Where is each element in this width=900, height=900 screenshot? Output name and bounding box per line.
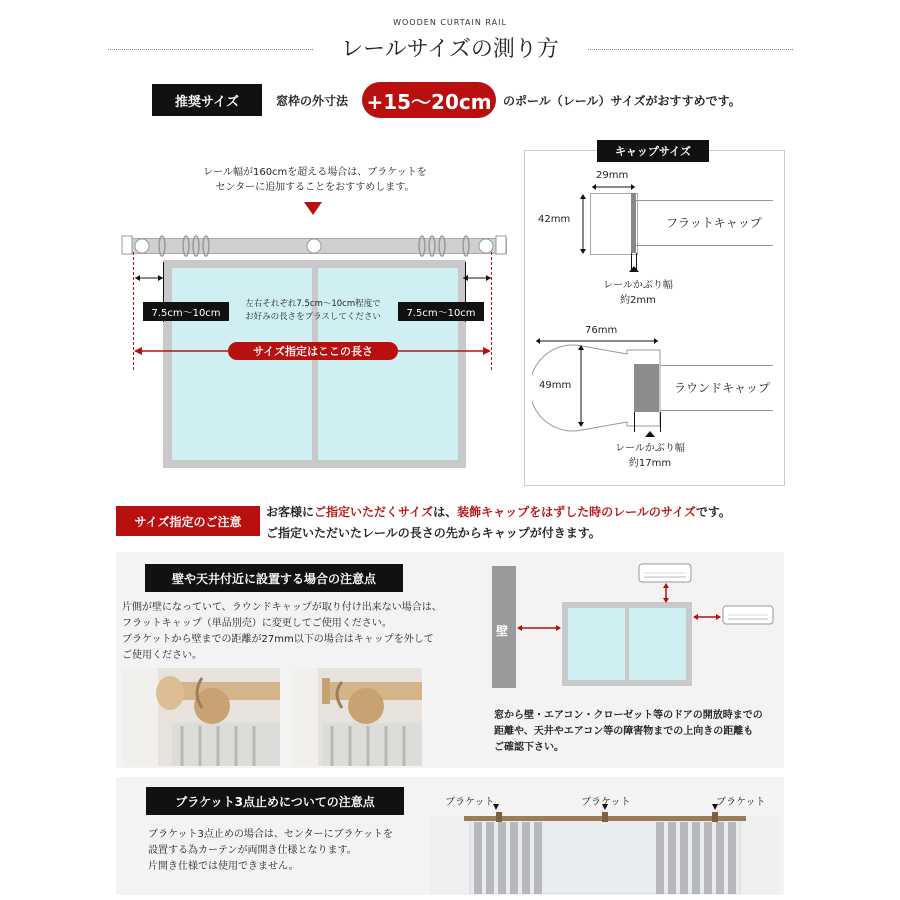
- caution-line1: [266, 503, 896, 520]
- caution-line2: ご指定いただいたレールの長さの先からキャップが付きます。: [266, 526, 601, 540]
- round-overlap-value: 約17mm: [628, 458, 672, 469]
- offset-note-line2: お好みの長さをプラスしてください: [245, 312, 381, 322]
- window-pane-left: [172, 268, 312, 460]
- wall-distance-arrow-icon: [516, 623, 562, 633]
- ceiling-distance-arrow-icon: [660, 582, 672, 604]
- flat-cap-photo: [292, 668, 422, 766]
- wall-section-text: [122, 600, 482, 664]
- bracket-section-badge: ブラケット3点止めについての注意点: [146, 787, 404, 815]
- bracket-section-text: [148, 827, 428, 875]
- offset-note-line1: 左右それぞれ7.5cm〜10cm程度で: [245, 299, 381, 309]
- page-title: レールサイズの測り方: [341, 37, 559, 62]
- wall-p4: ご使用ください。: [122, 650, 202, 661]
- rail-note-line1: レール幅が160cmを超える場合は、ブラケットを: [203, 167, 427, 178]
- round-cap-photo: [122, 668, 280, 766]
- wall-p2: フラットキャップ（単品別売）に変更してご使用ください。: [122, 618, 392, 629]
- title-divider-right: [588, 49, 793, 50]
- wall-p1: 片側が壁になっていて、ラウンドキャップが取り付け出来ない場合は、: [122, 602, 442, 613]
- bracket-p3: 片開き仕様では使用できません。: [148, 861, 299, 872]
- flat-cap-name: フラットキャップ: [666, 216, 762, 230]
- wall-diagram-desc: [494, 708, 784, 756]
- recommend-text-after: のポール（レール）サイズがおすすめです。: [503, 94, 741, 108]
- rings-right: [419, 236, 469, 256]
- air-conditioner-top-icon: [638, 563, 692, 583]
- flat-overlap-note: [598, 278, 678, 308]
- recommend-badge: 推奨サイズ: [152, 84, 262, 116]
- bracket-p1: ブラケット3点止めの場合は、センターにブラケットを: [148, 829, 393, 840]
- flat-overlap-value: 約2mm: [620, 295, 656, 306]
- section-subtitle: WOODEN CURTAIN RAIL: [393, 18, 507, 27]
- round-cap-name: ラウンドキャップ: [674, 381, 771, 395]
- round-cap-overlap: [634, 364, 659, 412]
- flat-overlap-arrow-icon: [629, 266, 639, 272]
- caution-line1-d: 装飾キャップをはずした時のレールのサイズ: [457, 505, 696, 519]
- round-overlap-note: [605, 441, 695, 471]
- caution-line1-a: お客様に: [266, 505, 315, 519]
- flat-cap-width: 29mm: [596, 170, 629, 181]
- caution-line1-c: は、: [433, 505, 458, 519]
- air-conditioner-side-icon: [722, 605, 774, 625]
- center-bracket-arrow-icon: [304, 202, 322, 215]
- rail-note-line2: センターに追加することをおすすめします。: [215, 182, 415, 193]
- left-offset-arrow-icon: [133, 274, 165, 282]
- title-divider-left: [108, 49, 313, 50]
- round-cap-height: 49mm: [539, 380, 572, 391]
- caution-line1-b: ご指定いただくサイズ: [314, 505, 434, 519]
- wall-label: 壁: [496, 624, 509, 638]
- rings-left: [159, 236, 209, 256]
- recommend-highlight: +15〜20cm: [362, 82, 496, 118]
- small-window-pane-right: [629, 608, 686, 680]
- flat-cap-height: 42mm: [538, 214, 571, 225]
- bracket-label-center: ブラケット: [581, 797, 631, 808]
- flat-width-arrow-icon: [590, 182, 640, 192]
- wall-p3: ブラケットから壁までの距離が27mm以下の場合はキャップを外して: [122, 634, 434, 645]
- rail-cap-left: [122, 236, 132, 254]
- window-pane-right: [318, 268, 458, 460]
- bracket-right: [479, 239, 493, 253]
- size-label: サイズ指定はここの長さ: [228, 342, 398, 360]
- curtain-right: [656, 822, 736, 894]
- bracket-center: [307, 239, 321, 253]
- rail-rings-svg: [120, 228, 510, 268]
- round-overlap-label: レールかぶり幅: [615, 443, 685, 454]
- round-overlap-line-b: [660, 412, 661, 432]
- wall-section-badge: 壁や天井付近に設置する場合の注意点: [145, 564, 403, 592]
- bracket-label-right: ブラケット: [716, 797, 766, 808]
- round-cap-width: 76mm: [585, 325, 618, 336]
- caution-line1-e: です。: [695, 505, 731, 519]
- rail-note: [190, 165, 440, 195]
- left-offset-tag: 7.5cm〜10cm: [143, 302, 229, 321]
- rail-cap-right: [496, 236, 506, 254]
- small-window-pane-left: [568, 608, 625, 680]
- right-offset-arrow-icon: [461, 274, 493, 282]
- round-height-arrow-icon: [576, 344, 586, 428]
- flat-height-arrow-icon: [578, 193, 588, 255]
- bracket-label-left: ブラケット: [445, 797, 495, 808]
- bracket-p2: 設置する為カーテンが両開き仕様となります。: [148, 845, 357, 856]
- caution-badge: サイズ指定のご注意: [116, 506, 260, 536]
- wall-desc3: ご確認下さい。: [494, 742, 564, 753]
- cap-size-badge: キャップサイズ: [597, 140, 709, 162]
- round-overlap-line-a: [634, 412, 635, 432]
- right-offset-tag: 7.5cm〜10cm: [398, 302, 484, 321]
- flat-overlap-label: レールかぶり幅: [603, 280, 673, 291]
- round-overlap-arrow-icon: [645, 431, 655, 437]
- bracket-left: [135, 239, 149, 253]
- wall-desc1: 窓から壁・エアコン・クローゼット等のドアの開放時までの: [494, 710, 763, 721]
- aircon-distance-arrow-icon: [692, 612, 722, 622]
- recommend-text-before: 窓枠の外寸法: [276, 94, 349, 108]
- offset-note: [232, 298, 394, 324]
- wall-desc2: 距離や、天井やエアコン等の障害物までの上向きの距離も: [494, 726, 754, 737]
